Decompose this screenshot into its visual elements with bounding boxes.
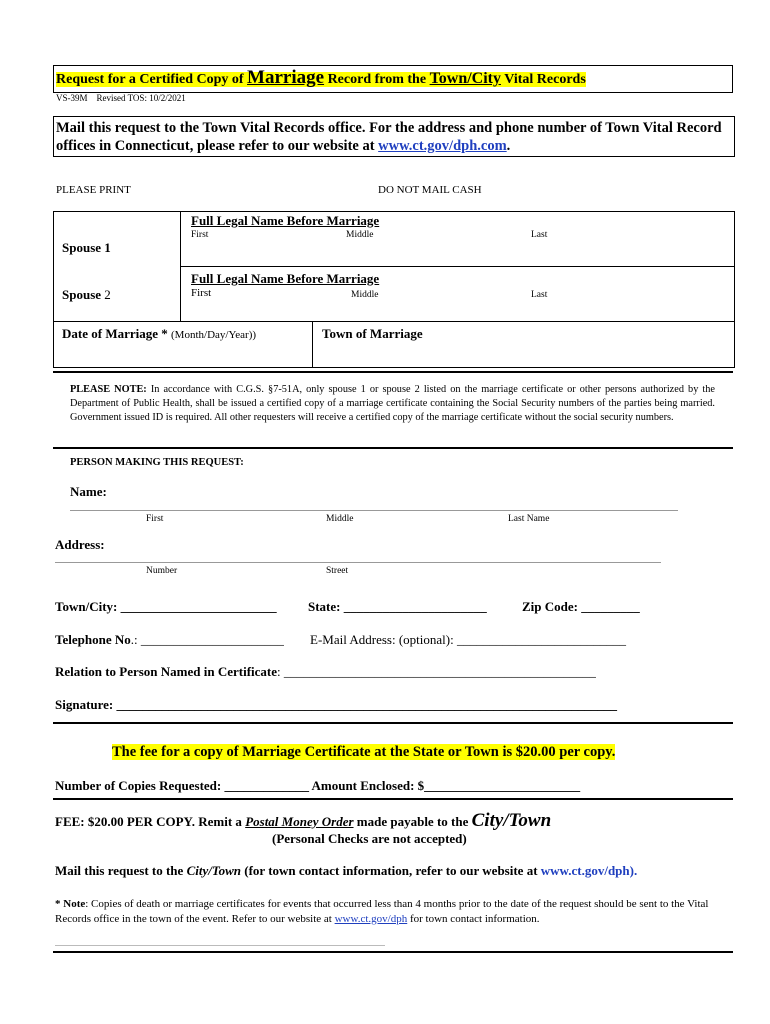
note-label: PLEASE NOTE: — [70, 384, 147, 395]
relation-label: Relation to Person Named in Certificate — [55, 664, 278, 679]
spouse1-middle: Middle — [346, 230, 374, 240]
title-town-city: Town/City — [429, 70, 501, 87]
form-title — [56, 67, 586, 89]
title-part1: Request for a Certified Copy of — [56, 72, 244, 87]
note-text: In accordance with C.G.S. §7-51A, only spouse 1 or spouse 2 listed on the marriage certificate or other persons authorized by the Department of Public Health, shall be issued a certified copy of a marriage certificate containing the Social Security numbers of the parties being married. Government issued ID is required. All other requesters will receive a certified copy of the marriage certificate without the social security numbers. — [70, 384, 715, 423]
mail-prefix: Mail this request to the — [55, 863, 184, 878]
divider — [53, 798, 733, 800]
mail-instructions-text: Mail this request to the Town Vital Records office. For the address and phone number of Town Vital Record offices in Connecticut, please refer to our website at — [56, 120, 722, 154]
no-personal-checks: (Personal Checks are not accepted) — [272, 831, 467, 846]
address-line[interactable] — [55, 562, 661, 563]
spouse2-first: First — [191, 287, 212, 299]
fee-headline — [112, 744, 615, 761]
divider — [53, 447, 733, 449]
money-order: Postal Money Order — [245, 814, 354, 829]
footnote-text: : Copies of death or marriage certificates for events that occurred less than 4 months prior to the date of the request should be sent to the Vital Records office in the town of the event. Refer to our website at — [55, 898, 709, 925]
spouse-table — [53, 211, 735, 368]
spouse1-first: First — [191, 230, 209, 240]
contact-link[interactable]: www.ct.gov/dph). — [540, 863, 638, 878]
please-note — [70, 383, 715, 425]
footnote-label: * Note — [55, 898, 86, 910]
period: . — [506, 138, 511, 154]
fee-prefix: FEE: $20.00 PER COPY. Remit a — [55, 814, 242, 829]
spouse2-label-word: Spouse — [62, 287, 102, 302]
divider — [53, 722, 733, 724]
name-first: First — [146, 514, 164, 524]
fee-remit-line — [55, 810, 551, 832]
spouse2-label — [62, 287, 111, 303]
footnote-end: for town contact information. — [409, 912, 540, 925]
copies-amount-field[interactable]: Number of Copies Requested: _____________ Amount Enclosed: $________________________ — [55, 778, 581, 793]
please-print: PLEASE PRINT — [56, 184, 131, 196]
requester-heading: PERSON MAKING THIS REQUEST: — [70, 457, 244, 468]
spouse2-name-heading: Full Legal Name Before Marriage — [191, 271, 380, 286]
name-line[interactable] — [70, 510, 678, 511]
address-number: Number — [146, 566, 178, 576]
name-middle: Middle — [326, 514, 354, 524]
spouse2-last: Last — [531, 290, 548, 300]
footnote-link[interactable]: www.ct.gov/dph — [334, 912, 408, 925]
mail-city-town: City/Town — [186, 863, 241, 878]
website-link[interactable]: www.ct.gov/dph.com — [378, 138, 507, 154]
city-town-payee: City/Town — [471, 810, 552, 831]
name-label: Name: — [70, 484, 107, 499]
telephone-label: Telephone No — [55, 632, 131, 647]
telephone-line: .: ______________________ — [130, 632, 284, 647]
spouse1-name-heading: Full Legal Name Before Marriage — [191, 213, 380, 228]
address-street: Street — [326, 566, 349, 576]
spouse1-last: Last — [531, 230, 548, 240]
title-part2: Record from the — [327, 72, 427, 87]
date-label: Date of Marriage * — [62, 326, 168, 341]
title-part3: Vital Records — [504, 72, 586, 87]
title-marriage: Marriage — [247, 67, 325, 88]
form-id — [56, 93, 186, 103]
date-format: (Month/Day/Year)) — [171, 329, 257, 341]
title-highlight — [56, 67, 586, 88]
email-field[interactable]: E-Mail Address: (optional): __________________________ — [310, 632, 626, 647]
divider — [53, 951, 733, 953]
spouse1-label: Spouse 1 — [62, 240, 111, 255]
payable-to: made payable to the — [356, 814, 469, 829]
mail-mid: (for town contact information, refer to our website at — [244, 863, 538, 878]
footnote-rule — [55, 945, 385, 946]
address-label: Address: — [55, 537, 105, 552]
footnote — [55, 897, 715, 926]
spouse2-label-number: 2 — [104, 287, 111, 302]
state-field[interactable]: State: ______________________ — [308, 599, 487, 614]
mail-to-city-town — [55, 863, 637, 879]
fee-headline-text: The fee for a copy of Marriage Certificate at the State or Town is $20.00 per copy. — [112, 744, 616, 760]
mail-instructions — [56, 119, 730, 155]
telephone-field[interactable] — [55, 632, 284, 648]
name-last: Last Name — [508, 514, 550, 524]
relation-field[interactable] — [55, 664, 596, 680]
town-city-field[interactable]: Town/City: ________________________ — [55, 599, 277, 614]
form-number: VS-39M — [56, 93, 88, 103]
relation-line: : ________________________________________________ — [277, 664, 596, 679]
signature-field[interactable]: Signature: _____________________________________________________________________________ — [55, 697, 618, 712]
zip-field[interactable]: Zip Code: _________ — [522, 599, 640, 614]
form-revised: Revised TOS: 10/2/2021 — [96, 93, 186, 103]
do-not-mail-cash: DO NOT MAIL CASH — [378, 184, 482, 196]
date-of-marriage-label — [62, 326, 256, 342]
spouse2-middle: Middle — [351, 290, 379, 300]
town-of-marriage-label: Town of Marriage — [322, 326, 423, 341]
divider — [53, 371, 733, 373]
